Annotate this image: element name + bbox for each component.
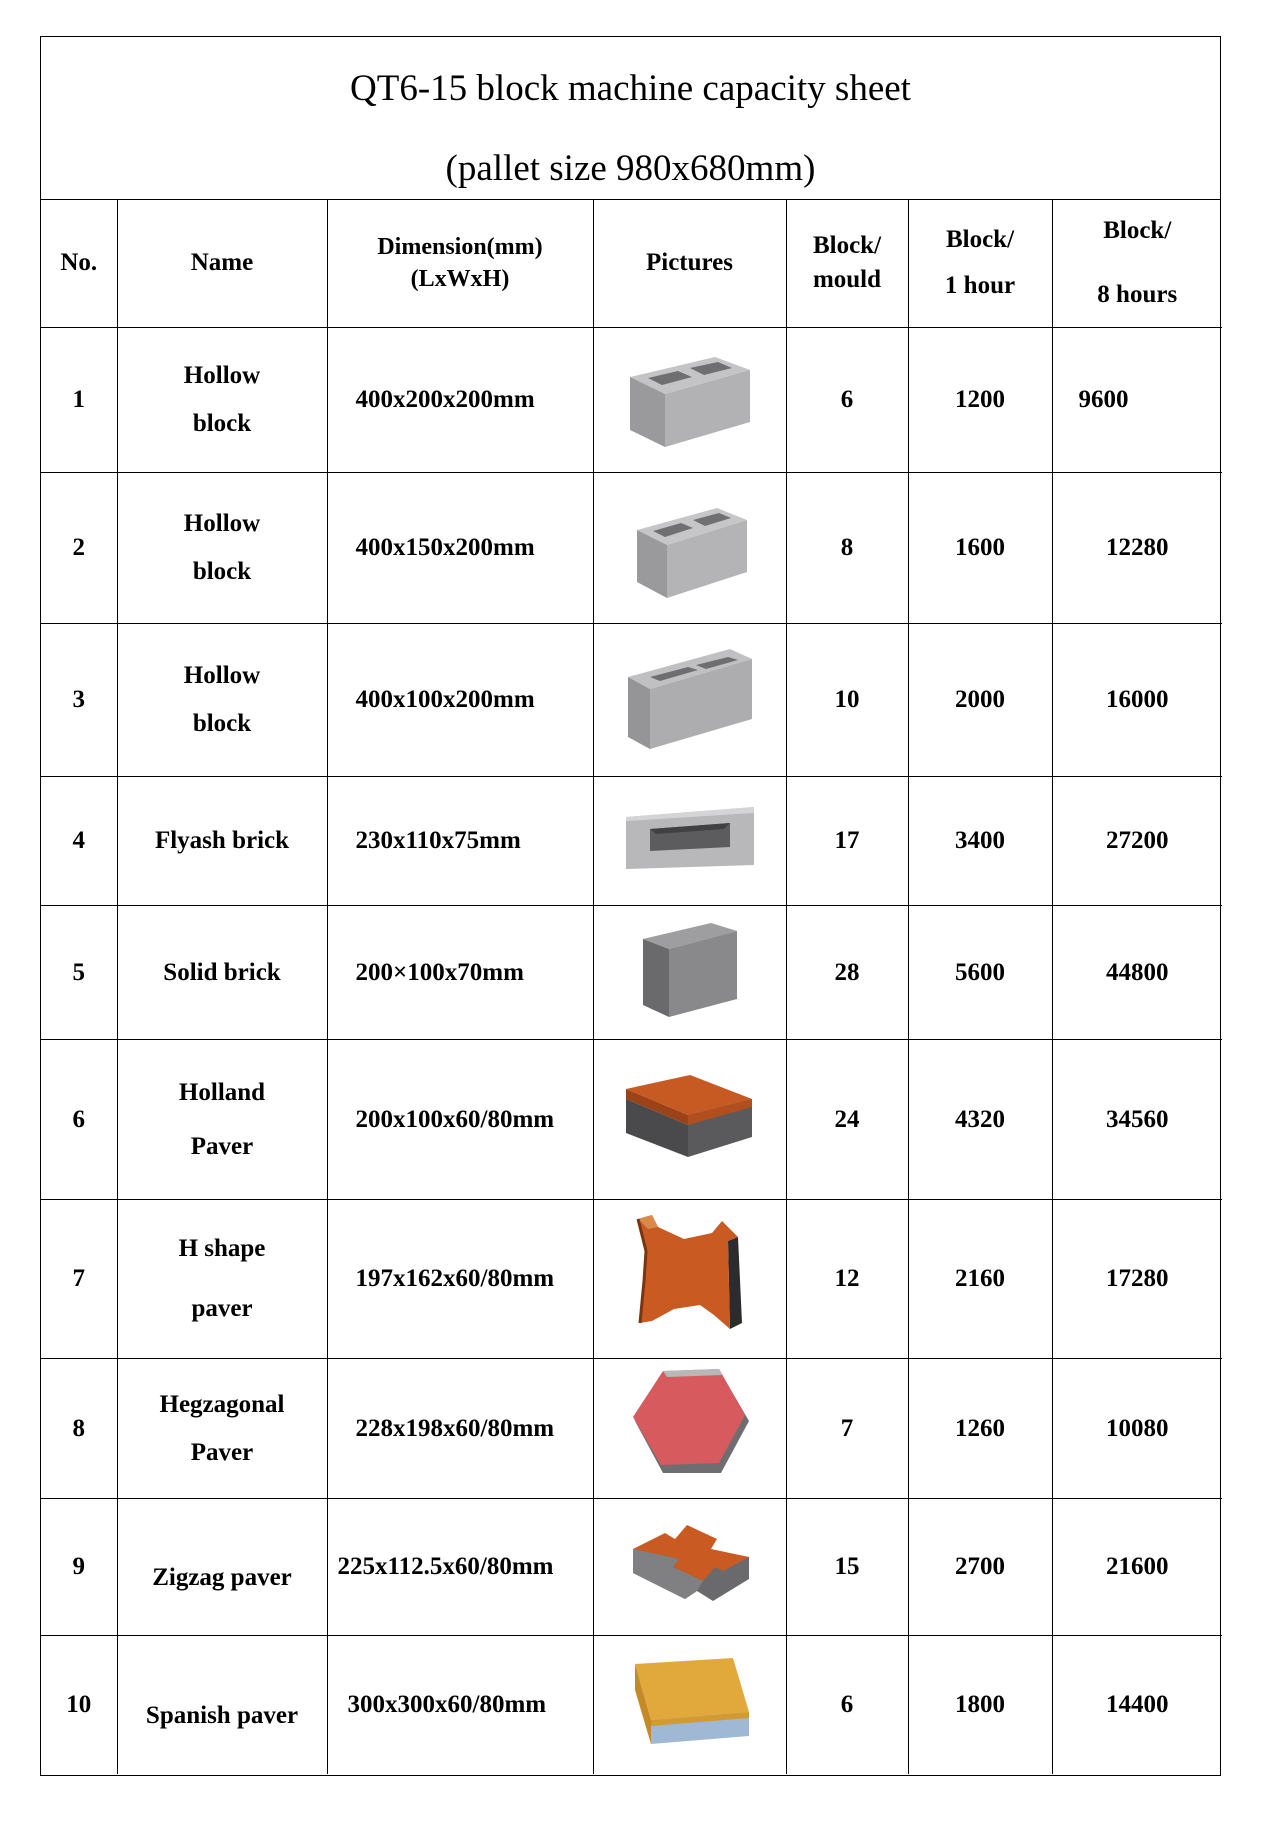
row-no: 10 [41,1636,117,1774]
table-row [41,1499,1222,1636]
row-picture [593,1359,786,1499]
header-per-8h-line1: Block/ [1103,217,1172,244]
holland-paver-icon [620,1071,760,1161]
row-picture [593,624,786,777]
sheet-title: QT6-15 block machine capacity sheet [350,68,911,109]
table-row [41,473,1222,624]
row-per-mould: 15 [786,1499,908,1636]
header-row [41,199,1222,328]
row-per-hour: 4320 [908,1040,1052,1200]
row-name-line1: Solid brick [163,958,281,986]
row-no: 7 [41,1200,117,1359]
table-row [41,777,1222,906]
row-no: 4 [41,777,117,906]
row-no: 1 [41,328,117,473]
row-name [117,906,327,1040]
row-per-mould: 17 [786,777,908,906]
row-name-line1: Flyash brick [154,827,290,854]
row-dimension: 228x198x60/80mm [327,1359,593,1499]
row-per-8h: 44800 [1052,906,1222,1040]
header-per-hour [908,199,1052,328]
row-name-line2: block [192,710,252,737]
row-name [117,1636,327,1774]
row-dimension: 400x150x200mm [327,473,593,624]
row-dimension: 200x100x60/80mm [327,1040,593,1200]
row-dimension: 197x162x60/80mm [327,1200,593,1359]
row-per-mould: 6 [786,328,908,473]
row-picture [593,906,786,1040]
row-per-hour: 2000 [908,624,1052,777]
row-per-mould: 28 [786,906,908,1040]
row-name-line2: Paver [190,1132,254,1160]
row-picture [593,1499,786,1636]
row-name-line1: H shape [178,1235,266,1262]
row-per-hour: 1200 [908,328,1052,473]
row-name-line2: Paver [190,1438,254,1466]
row-per-mould: 6 [786,1636,908,1774]
row-per-mould: 7 [786,1359,908,1499]
row-picture [593,1040,786,1200]
row-dimension: 400x200x200mm [327,328,593,473]
table-row [41,1359,1222,1499]
flyash-brick-icon [620,803,760,873]
row-name-line1: Hollow [183,362,261,389]
header-pictures: Pictures [593,199,786,328]
header-dimension [327,199,593,328]
header-per-8h-line2: 8 hours [1097,281,1178,308]
row-name-line2: block [192,410,252,437]
row-per-8h: 10080 [1052,1359,1222,1499]
row-name [117,777,327,906]
row-per-mould: 8 [786,473,908,624]
row-per-8h: 12280 [1052,473,1222,624]
row-name [117,1359,327,1499]
row-name-line1: Hollow [183,510,261,537]
h-shape-paver-icon [630,1211,750,1341]
row-name-line1: Spanish paver [145,1701,299,1729]
header-per-8h [1052,199,1222,328]
table-row [41,328,1222,473]
row-dimension: 300x300x60/80mm [327,1636,593,1774]
row-per-hour: 2700 [908,1499,1052,1636]
row-no: 2 [41,473,117,624]
row-no: 3 [41,624,117,777]
spanish-paver-icon [625,1654,755,1749]
title-box [41,37,1220,200]
row-per-mould: 10 [786,624,908,777]
pallet-size-subtitle: (pallet size 980x680mm) [445,148,816,189]
row-picture [593,1636,786,1774]
row-name [117,1040,327,1200]
hexagonal-paver-icon [625,1365,755,1485]
row-name [117,1200,327,1359]
row-dimension: 225x112.5x60/80mm [327,1499,593,1636]
header-per-hour-line2: 1 hour [944,272,1016,299]
row-per-8h: 27200 [1052,777,1222,906]
row-picture [593,1200,786,1359]
table-row [41,1040,1222,1200]
row-no: 5 [41,906,117,1040]
hollow-block-icon [625,490,755,600]
row-name [117,1499,327,1636]
row-per-mould: 12 [786,1200,908,1359]
capacity-table [41,199,1222,1774]
row-dimension: 230x110x75mm [327,777,593,906]
row-per-hour: 5600 [908,906,1052,1040]
row-dimension: 400x100x200mm [327,624,593,777]
header-per-hour-line1: Block/ [945,226,1015,253]
row-per-hour: 1800 [908,1636,1052,1774]
row-per-8h: 34560 [1052,1040,1222,1200]
hollow-block-icon [620,342,760,452]
header-per-mould [786,199,908,328]
header-dimension-line1: Dimension(mm) [377,234,543,260]
table-row [41,624,1222,777]
row-dimension: 200×100x70mm [327,906,593,1040]
header-per-mould-line2: mould [812,266,882,293]
zigzag-paver-icon [625,1519,755,1609]
row-no: 6 [41,1040,117,1200]
header-dimension-line2: (LxWxH) [410,266,510,292]
row-per-hour: 3400 [908,777,1052,906]
row-picture [593,473,786,624]
row-per-8h: 21600 [1052,1499,1222,1636]
row-name-line1: Hollow [183,662,261,689]
row-name-line1: Hegzagonal [159,1390,285,1418]
row-name-line2: paver [191,1295,253,1322]
hollow-block-icon [620,639,760,754]
row-name-line2: block [192,558,252,585]
row-per-mould: 24 [786,1040,908,1200]
row-no: 9 [41,1499,117,1636]
row-picture [593,777,786,906]
row-per-hour: 1600 [908,473,1052,624]
table-row [41,1636,1222,1774]
row-per-8h: 16000 [1052,624,1222,777]
row-per-hour: 2160 [908,1200,1052,1359]
capacity-sheet [40,36,1221,1776]
row-per-8h: 17280 [1052,1200,1222,1359]
table-row [41,1200,1222,1359]
row-per-8h: 9600 [1052,328,1222,473]
row-name [117,328,327,473]
row-no: 8 [41,1359,117,1499]
row-picture [593,328,786,473]
row-name [117,473,327,624]
table-row [41,906,1222,1040]
solid-brick-icon [635,917,745,1022]
row-name-line1: Holland [178,1078,266,1106]
row-per-hour: 1260 [908,1359,1052,1499]
header-name: Name [117,199,327,328]
row-name-line1: Zigzag paver [152,1564,292,1591]
header-no: No. [41,199,117,328]
row-per-8h: 14400 [1052,1636,1222,1774]
row-name [117,624,327,777]
header-per-mould-line1: Block/ [812,232,882,259]
